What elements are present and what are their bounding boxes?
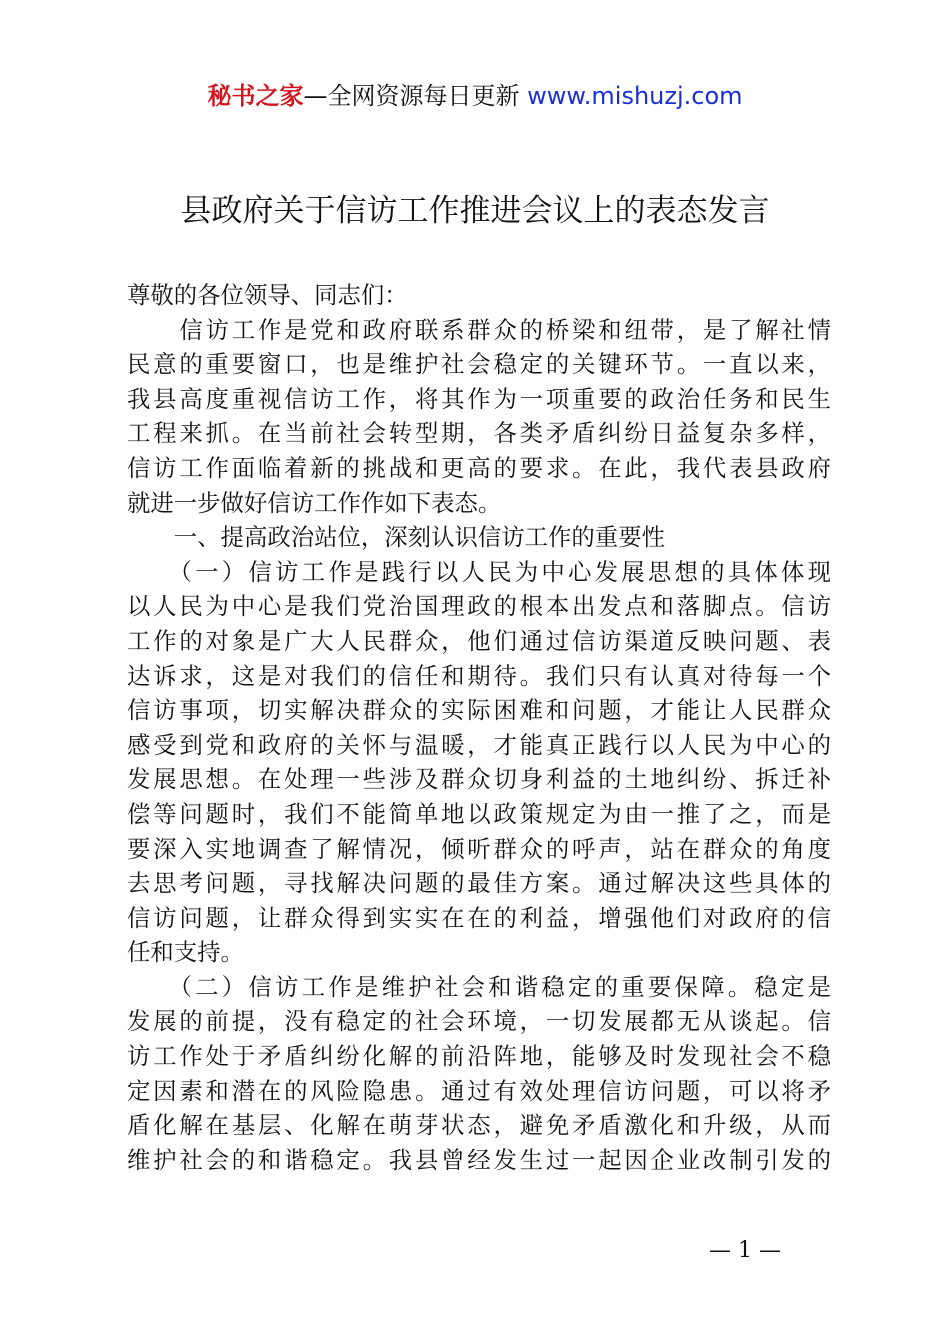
section-heading: 一、提高政治站位，深刻认识信访工作的重要性 [127, 523, 665, 552]
text-line: 发展思想。在处理一些涉及群众切身利益的土地纠纷、拆迁补 [127, 765, 831, 794]
text-line: 就进一步做好信访工作作如下表态。 [127, 488, 502, 517]
text-line: 要深入实地调查了解情况，倾听群众的呼声，站在群众的角度 [127, 834, 831, 863]
salutation-line: 尊敬的各位领导、同志们： [127, 281, 408, 309]
text-line: 感受到党和政府的关怀与温暖，才能真正践行以人民为中心的 [127, 730, 831, 759]
text-line: 达诉求，这是对我们的信任和期待。我们只有认真对待每一个 [127, 661, 831, 690]
subsection-heading: （一）信访工作是践行以人民为中心发展思想的具体体现 [127, 557, 831, 586]
text-line: 维护社会的和谐稳定。我县曾经发生过一起因企业改制引发的 [127, 1145, 831, 1174]
text-line: 民意的重要窗口，也是维护社会稳定的关键环节。一直以来， [127, 350, 831, 379]
text-line: 偿等问题时，我们不能简单地以政策规定为由一推了之，而是 [127, 799, 831, 828]
brand-name: 秘书之家 [207, 82, 304, 110]
text-line: 任和支持。 [127, 938, 244, 967]
text-line: 以人民为中心是我们党治国理政的根本出发点和落脚点。信访 [127, 592, 831, 621]
text-line: 我县高度重视信访工作，将其作为一项重要的政治任务和民生 [127, 384, 831, 413]
text-line: 访工作处于矛盾纠纷化解的前沿阵地，能够及时发现社会不稳 [127, 1042, 831, 1071]
text-line: 工程来抓。在当前社会转型期，各类矛盾纠纷日益复杂多样， [127, 419, 831, 448]
subsection-heading: （二）信访工作是维护社会和谐稳定的重要保障。稳定是 [127, 972, 831, 1001]
text-line: 信访问题，让群众得到实实在在的利益，增强他们对政府的信 [127, 903, 831, 932]
page-number: — 1 — [709, 1238, 781, 1263]
site-url: www.mishuzj.com [527, 82, 743, 110]
text-line: 发展的前提，没有稳定的社会环境，一切发展都无从谈起。信 [127, 1007, 831, 1036]
document-title: 县政府关于信访工作推进会议上的表态发言 [180, 193, 770, 229]
site-banner [0, 80, 950, 112]
text-line: 信访事项，切实解决群众的实际困难和问题，才能让人民群众 [127, 696, 831, 725]
document-body [127, 278, 831, 1177]
text-line: 工作的对象是广大人民群众，他们通过信访渠道反映问题、表 [127, 626, 831, 655]
text-line: 信访工作面临着新的挑战和更高的要求。在此，我代表县政府 [127, 453, 831, 482]
text-line: 去思考问题，寻找解决问题的最佳方案。通过解决这些具体的 [127, 869, 831, 898]
text-line: 盾化解在基层、化解在萌芽状态，避免矛盾激化和升级，从而 [127, 1111, 831, 1140]
text-line: 信访工作是党和政府联系群众的桥梁和纽带，是了解社情 [127, 315, 831, 344]
banner-slogan: —全网资源每日更新 [303, 82, 520, 110]
text-line: 定因素和潜在的风险隐患。通过有效处理信访问题，可以将矛 [127, 1076, 831, 1105]
